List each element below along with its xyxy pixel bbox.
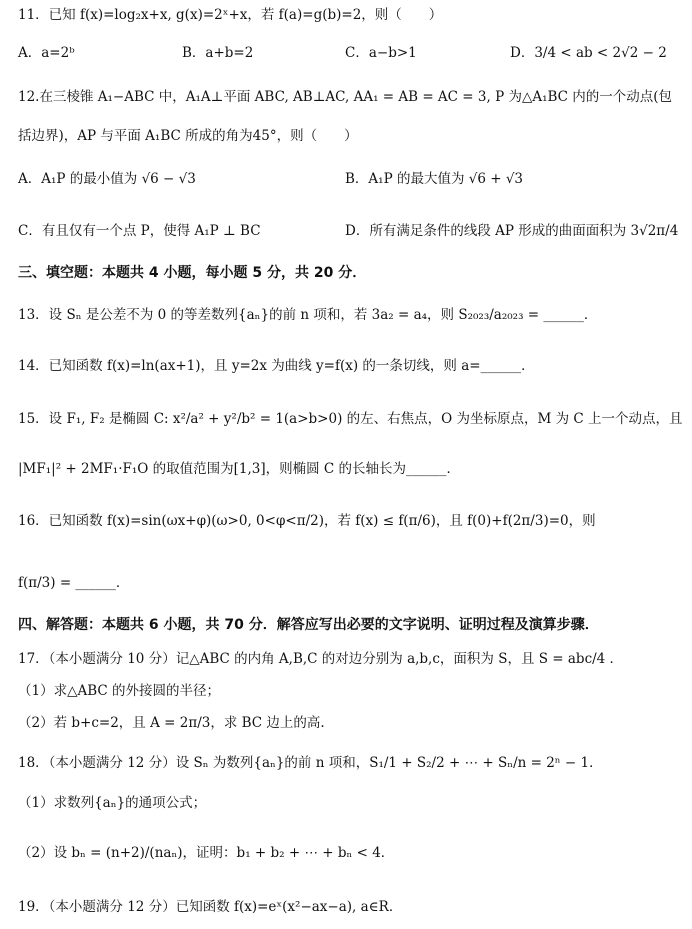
q14-stem: 14．已知函数 f(x)=ln(ax+1)，且 y=2x 为曲线 y=f(x) 的一条切线，则 a=______． [18,358,535,374]
q11-option-c: C．a−b>1 [345,45,417,61]
q11-stem: 11．已知 f(x)=log₂x+x, g(x)=2ˣ+x，若 f(a)=g(b)=2，则（ ） [18,7,443,23]
section3-heading: 三、填空题：本题共 4 小题，每小题 5 分，共 20 分． [18,265,367,281]
q15-line2: |MF₁|² + 2MF₁·F₁O 的取值范围为[1,3]，则椭圆 C 的长轴长为______． [18,461,461,477]
q16-line1: 16．已知函数 f(x)=sin(ωx+φ)(ω>0, 0<φ<π/2)，若 f(x) ≤ f(π/6)，且 f(0)+f(2π/3)=0，则 [18,513,596,529]
q11-option-b: B．a+b=2 [182,45,254,61]
q11-option-a: A．a=2ᵇ [18,45,75,61]
q12-option-b: B．A₁P 的最大值为 √6 + √3 [345,171,524,187]
q18-part1: （1）求数列{aₙ}的通项公式； [18,795,207,811]
q16-line2: f(π/3) = ______． [18,575,130,591]
q15-line1: 15．设 F₁, F₂ 是椭圆 C: x²/a² + y²/b² = 1(a>b>0) 的左、右焦点，O 为坐标原点，M 为 C 上一个动点，且 [18,411,683,427]
q17-stem: 17．（本小题满分 10 分）记△ABC 的内角 A,B,C 的对边分别为 a,b,c，面积为 S，且 S = abc/4 ． [18,651,624,667]
q18-stem: 18．（本小题满分 12 分）设 Sₙ 为数列{aₙ}的前 n 项和，S₁/1 + S₂/2 + ⋯ + Sₙ/n = 2ⁿ − 1． [18,755,603,771]
q17-part2: （2）若 b+c=2，且 A = 2π/3，求 BC 边上的高. [18,715,325,731]
q17-part1: （1）求△ABC 的外接圆的半径； [18,683,221,699]
q12-stem-line2: 括边界)，AP 与平面 A₁BC 所成的角为45°，则（ ） [18,128,358,144]
q12-option-d: D．所有满足条件的线段 AP 形成的曲面面积为 3√2π/4 [345,223,679,239]
q12-option-c: C．有且仅有一个点 P，使得 A₁P ⊥ BC [18,223,261,239]
q12-option-a: A．A₁P 的最小值为 √6 − √3 [18,171,196,187]
q12-stem-line1: 12.在三棱锥 A₁−ABC 中，A₁A⊥平面 ABC, AB⊥AC, AA₁ = AB = AC = 3, P 为△A₁BC 内的一个动点(包 [18,89,673,105]
q19-stem: 19．（本小题满分 12 分）已知函数 f(x)=eˣ(x²−ax−a), a∈R． [18,899,403,915]
q18-part2: （2）设 bₙ = (n+2)/(naₙ)，证明：b₁ + b₂ + ⋯ + bₙ < 4． [18,845,395,861]
q11-option-d: D．3/4 < ab < 2√2 − 2 [510,45,667,61]
q13-stem: 13．设 Sₙ 是公差不为 0 的等差数列{aₙ}的前 n 项和，若 3a₂ = a₄，则 S₂₀₂₃/a₂₀₂₃ = ______． [18,307,598,323]
section4-heading: 四、解答题：本题共 6 小题，共 70 分．解答应写出必要的文字说明、证明过程及演算步骤． [18,617,599,633]
